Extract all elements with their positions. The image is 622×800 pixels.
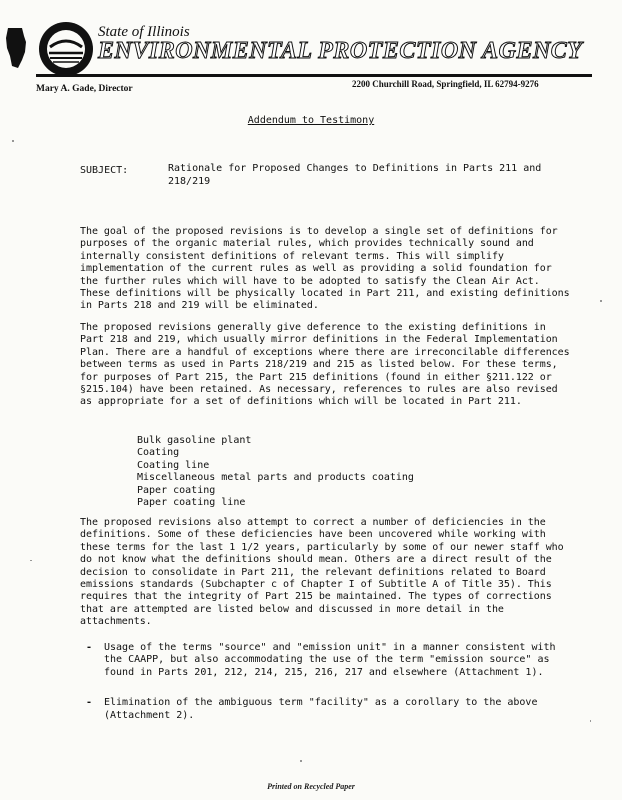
list-item: [86, 697, 572, 722]
list-item-text: Elimination of the ambiguous term "facility" as a corollary to the above (Attachment 2).: [104, 697, 538, 721]
list-item: [86, 642, 572, 679]
recycled-paper-note: Printed on Recycled Paper: [267, 782, 355, 791]
document-title: Addendum to Testimony: [247, 115, 375, 126]
list-item: Paper coating: [137, 484, 216, 496]
bullet-dash: -: [86, 642, 93, 653]
illinois-state-outline-icon: [4, 26, 28, 70]
list-item-text: Usage of the terms "source" and "emission unit" in a manner consistent with the CAAPP, but also accommodating the use of the term "emission source" as found in Parts 201, 212, 214, 215, 216, 217 and elsewhere (Attachment 1).: [104, 642, 556, 678]
exception-terms-list: [137, 435, 414, 509]
agency-name-heading: ENVIRONMENTAL PROTECTION AGENCY: [98, 38, 583, 64]
list-item: Bulk gasoline plant: [137, 435, 252, 446]
scan-noise: [300, 760, 302, 762]
list-item: Paper coating line: [137, 497, 246, 509]
list-item: Miscellaneous metal parts and products coating: [137, 472, 414, 484]
corrections-list: [86, 642, 572, 722]
paragraph-goal: The goal of the proposed revisions is to develop a single set of definitions for purposes of the organic material rules, which provides technically sound and internally consistent definitions of relevant terms. This will simplify implementation of the current rules as well as providing a solid foundation for the further rules which will have to be adopted to satisfy the Clean Air Act. These definitions will be physically located in Part 211, and existing definitions in Parts 218 and 219 will be eliminated.: [80, 226, 570, 312]
agency-address: 2200 Churchill Road, Springfield, IL 62794-9276: [352, 79, 539, 89]
header-rule: [36, 74, 592, 77]
scan-noise: [30, 560, 32, 561]
list-item: Coating: [137, 447, 180, 459]
epa-seal-icon: [37, 20, 95, 78]
scan-noise: [12, 140, 14, 142]
subject-text: Rationale for Proposed Changes to Definitions in Parts 211 and 218/219: [168, 163, 542, 187]
scan-noise: [590, 720, 591, 722]
paragraph-deference: The proposed revisions generally give deference to the existing definitions in Part 218 and 219, which usually mirror definitions in the Federal Implementation Plan. There are a handful of exceptions where there are irreconcilable differences between terms as used in Parts 218/219 and 215 as listed below. For these terms, for purposes of Part 215, the Part 215 definitions (found in either §211.122 or §215.104) have been retained. As necessary, references to rules are also revised as appropriate for a set of definitions which will be located in Part 211.: [80, 322, 570, 408]
bullet-dash: -: [86, 697, 93, 709]
subject-label: SUBJECT:: [80, 165, 129, 176]
state-of-illinois-label: State of Illinois: [98, 24, 190, 40]
paragraph-deficiencies: The proposed revisions also attempt to correct a number of deficiencies in the definitions. Some of these deficiencies have been uncovered while working with these terms for the last 1 1/2 years, particularly by some of our newer staff who do not know what the definitions should mean. Others are a direct result of the decision to consolidate in Part 211, the relevant definitions related to Board emissions standards (Subchapter c of Chapter I of Subtitle A of Title 35). This requires that the integrity of Part 215 be maintained. The types of corrections that are attempted are listed below and discussed in more detail in the attachments.: [80, 517, 564, 628]
director-name: Mary A. Gade, Director: [36, 84, 133, 94]
list-item: Coating line: [137, 459, 210, 471]
scan-noise: [600, 300, 602, 302]
